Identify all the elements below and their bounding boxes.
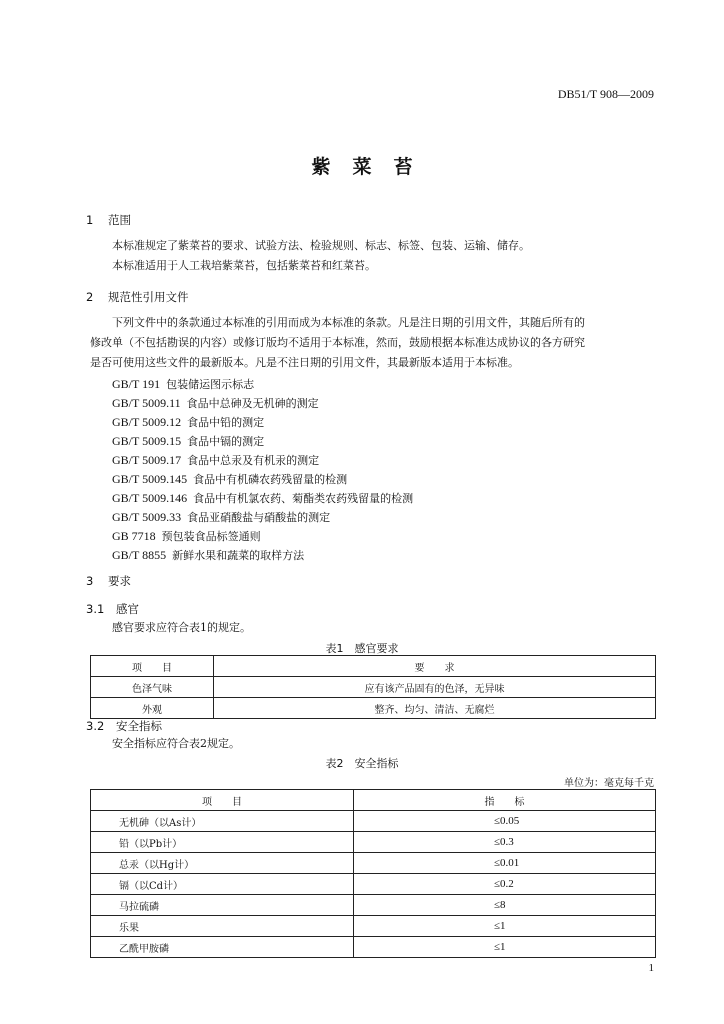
reference-item: GB/T 5009.146 食品中有机氯农药、菊酯类农药残留量的检测 <box>112 491 414 505</box>
table-cell: 总汞（以Hg计） <box>91 853 354 874</box>
table-cell: 乙酰甲胺磷 <box>91 937 354 958</box>
table-2-caption: 表2 安全指标 <box>325 757 399 770</box>
section-title: 安全指标 <box>116 719 162 733</box>
table-cell: ≤0.01 <box>354 853 656 874</box>
section-title: 感官 <box>116 602 139 616</box>
reference-item: GB/T 8855 新鲜水果和蔬菜的取样方法 <box>112 548 305 562</box>
section-2-paragraph-line-3: 是否可使用这些文件的最新版本。凡是不注日期的引用文件，其最新版本适用于本标准。 <box>90 356 519 369</box>
table-1 <box>90 655 656 719</box>
section-3-1-paragraph: 感官要求应符合表1的规定。 <box>112 621 251 634</box>
table-header-cell: 指 标 <box>354 790 656 811</box>
reference-item: GB/T 5009.145 食品中有机磷农药残留量的检测 <box>112 472 348 486</box>
table-2 <box>90 789 656 958</box>
section-number: 3.1 <box>86 602 105 616</box>
section-3-heading <box>86 573 131 589</box>
table-header-cell: 项 目 <box>91 790 354 811</box>
section-title: 范围 <box>108 213 131 227</box>
table-cell: ≤8 <box>354 895 656 916</box>
table-cell: 乐果 <box>91 916 354 937</box>
table-cell: 镉（以Cd计） <box>91 874 354 895</box>
table-row <box>91 677 656 698</box>
table-header-cell: 要 求 <box>214 656 656 677</box>
section-2-heading <box>86 289 189 305</box>
table-cell: ≤0.3 <box>354 832 656 853</box>
document-title: 紫菜苔 <box>311 156 435 178</box>
table-cell: ≤1 <box>354 916 656 937</box>
table-1-caption: 表1 感官要求 <box>325 642 399 655</box>
reference-item: GB/T 5009.17 食品中总汞及有机汞的测定 <box>112 453 320 467</box>
section-1-paragraph-2: 本标准适用于人工栽培紫菜苔，包括紫菜苔和红菜苔。 <box>112 259 376 272</box>
table-row <box>91 853 656 874</box>
section-number: 2 <box>86 290 94 304</box>
section-1-paragraph-1: 本标准规定了紫菜苔的要求、试验方法、检验规则、标志、标签、包装、运输、储存。 <box>112 239 530 252</box>
table-row <box>91 895 656 916</box>
section-title: 要求 <box>108 574 131 588</box>
table-cell: 铅（以Pb计） <box>91 832 354 853</box>
reference-item: GB/T 5009.11 食品中总砷及无机砷的测定 <box>112 396 319 410</box>
table-cell: 无机砷（以As计） <box>91 811 354 832</box>
table-row <box>91 832 656 853</box>
table-row <box>91 811 656 832</box>
reference-item: GB/T 191 包装储运图示标志 <box>112 377 255 391</box>
table-cell: ≤0.05 <box>354 811 656 832</box>
table-cell: 外观 <box>91 698 214 719</box>
table-header-row <box>91 790 656 811</box>
table-cell: 马拉硫磷 <box>91 895 354 916</box>
table-cell: 应有该产品固有的色泽，无异味 <box>214 677 656 698</box>
table-header-cell: 项 目 <box>91 656 214 677</box>
reference-item: GB 7718 预包装食品标签通则 <box>112 529 261 543</box>
section-3-2-paragraph: 安全指标应符合表2规定。 <box>112 737 240 750</box>
table-row <box>91 698 656 719</box>
table-cell: 整齐、均匀、清洁、无腐烂 <box>214 698 656 719</box>
table-row <box>91 916 656 937</box>
section-2-paragraph-line-1: 下列文件中的条款通过本标准的引用而成为本标准的条款。凡是注日期的引用文件，其随后所有的 <box>112 316 585 329</box>
section-2-paragraph-line-2: 修改单（不包括勘误的内容）或修订版均不适用于本标准，然而，鼓励根据本标准达成协议的各方研究 <box>90 336 585 349</box>
reference-item: GB/T 5009.33 食品亚硝酸盐与硝酸盐的测定 <box>112 510 331 524</box>
standard-number: DB51/T 908—2009 <box>557 87 654 101</box>
section-number: 1 <box>86 213 94 227</box>
section-1-heading <box>86 212 131 228</box>
table-cell: ≤1 <box>354 937 656 958</box>
table-row <box>91 874 656 895</box>
table-header-row <box>91 656 656 677</box>
reference-item: GB/T 5009.12 食品中铅的测定 <box>112 415 265 429</box>
table-row <box>91 937 656 958</box>
section-title: 规范性引用文件 <box>108 290 189 304</box>
section-3-2-heading <box>86 718 162 734</box>
section-number: 3.2 <box>86 719 105 733</box>
reference-item: GB/T 5009.15 食品中镉的测定 <box>112 434 265 448</box>
section-number: 3 <box>86 574 94 588</box>
table-cell: 色泽气味 <box>91 677 214 698</box>
page-number: 1 <box>648 962 654 974</box>
section-3-1-heading <box>86 601 139 617</box>
table-2-unit: 单位为：毫克每千克 <box>564 778 654 789</box>
table-cell: ≤0.2 <box>354 874 656 895</box>
